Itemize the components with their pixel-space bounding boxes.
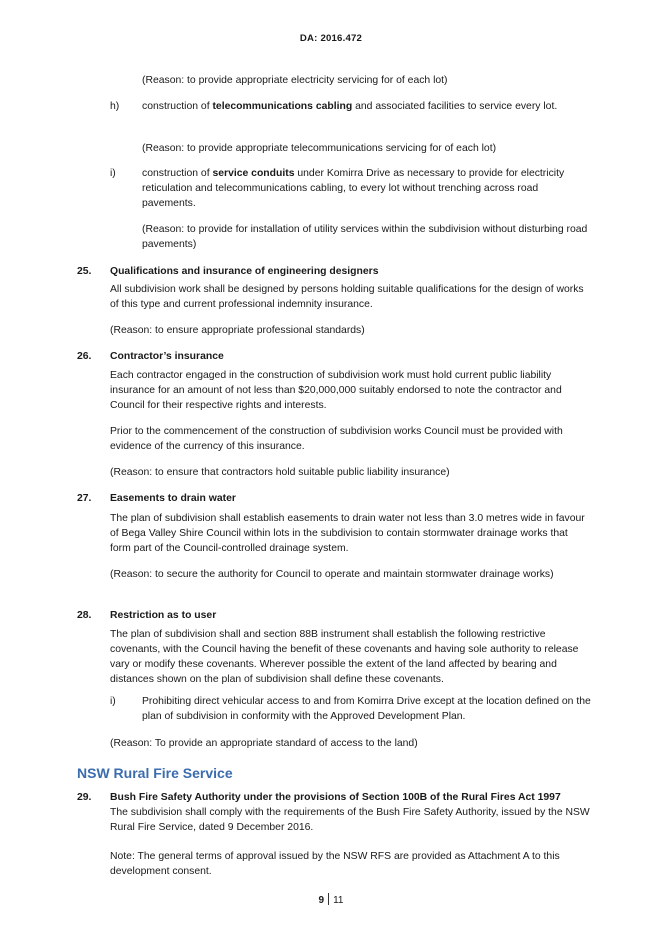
condition-28-title: Restriction as to user <box>110 610 217 621</box>
item-h-label: h) <box>110 101 120 112</box>
condition-25-reason: (Reason: to ensure appropriate professional standards) <box>110 325 365 336</box>
condition-28-body: The plan of subdivision shall and section 88B instrument shall establish the following restrictive covenants, with the Council having the benefit of these covenants and having sole authority to release vary or modify these covenants. Wherever possible the extent of the land affected by bearing and distances shown on the plan of subdivision shall define these covenants. <box>110 629 579 685</box>
item-h-bold: telecommunications cabling <box>212 101 353 112</box>
condition-26-body-2: Prior to the commencement of the construction of subdivision works Council must be provided with evidence of the currency of this insurance. <box>110 426 563 452</box>
condition-27-body: The plan of subdivision shall establish easements to drain water not less than 3.0 metres wide in favour of Bega Valley Shire Council within lots in the subdivision to contain stormwater drainage works that form part of the Council-controlled drainage system. <box>110 513 585 554</box>
item-i-label: i) <box>110 168 116 179</box>
condition-29-number: 29. <box>77 792 92 803</box>
condition-29-note: Note: The general terms of approval issued by the NSW RFS are provided as Attachment A to this development consent. <box>110 851 560 877</box>
condition-29-body: The subdivision shall comply with the requirements of the Bush Fire Safety Authority, issued by the NSW Rural Fire Service, dated 9 December 2016. <box>110 807 590 833</box>
condition-28-item-i-label: i) <box>110 696 116 707</box>
condition-25-title: Qualifications and insurance of engineering designers <box>110 266 379 277</box>
condition-29-title: Bush Fire Safety Authority under the provisions of Section 100B of the Rural Fires Act 1997 <box>110 792 561 803</box>
item-i-text: construction of service conduits under Komirra Drive as necessary to provide for electricity reticulation and telecommunications cabling, to every lot without trenching across road pavements. <box>142 168 565 209</box>
item-i-reason: (Reason: to provide for installation of utility services within the subdivision without disturbing road pavements) <box>142 224 588 250</box>
condition-26-body-1: Each contractor engaged in the construction of subdivision work must hold current public liability insurance for an amount of not less than $20,000,000 suitably endorsed to note the contractor and Council for their respective rights and interests. <box>110 370 562 411</box>
document-reference: DA: 2016.472 <box>299 33 363 44</box>
item-i-bold: service conduits <box>212 168 295 179</box>
condition-25-body: All subdivision work shall be designed by persons holding suitable qualifications for the design of works of this type and current professional indemnity insurance. <box>110 284 584 310</box>
item-h-text: construction of telecommunications cabling and associated facilities to service every lot. <box>142 101 558 112</box>
page-separator <box>328 893 329 905</box>
condition-28-number: 28. <box>77 610 92 621</box>
section-heading: NSW Rural Fire Service <box>77 765 233 781</box>
page-number: 9 <box>318 895 325 906</box>
condition-25-number: 25. <box>77 266 92 277</box>
condition-27-title: Easements to drain water <box>110 493 236 504</box>
condition-28-item-i-text: Prohibiting direct vehicular access to and from Komirra Drive except at the location defined on the plan of subdivision in conformity with the Approved Development Plan. <box>142 696 591 722</box>
condition-26-reason: (Reason: to ensure that contractors hold suitable public liability insurance) <box>110 467 450 478</box>
condition-27-number: 27. <box>77 493 92 504</box>
page-total: 11 <box>333 895 344 906</box>
item-g-reason: (Reason: to provide appropriate electricity servicing for of each lot) <box>142 75 448 86</box>
condition-26-number: 26. <box>77 351 92 362</box>
condition-26-title: Contractor’s insurance <box>110 351 224 362</box>
item-h-reason: (Reason: to provide appropriate telecommunications servicing for of each lot) <box>142 143 497 154</box>
page-footer <box>0 893 662 908</box>
condition-27-reason: (Reason: to secure the authority for Council to operate and maintain stormwater drainage works) <box>110 569 554 580</box>
condition-28-reason: (Reason: To provide an appropriate standard of access to the land) <box>110 738 418 749</box>
